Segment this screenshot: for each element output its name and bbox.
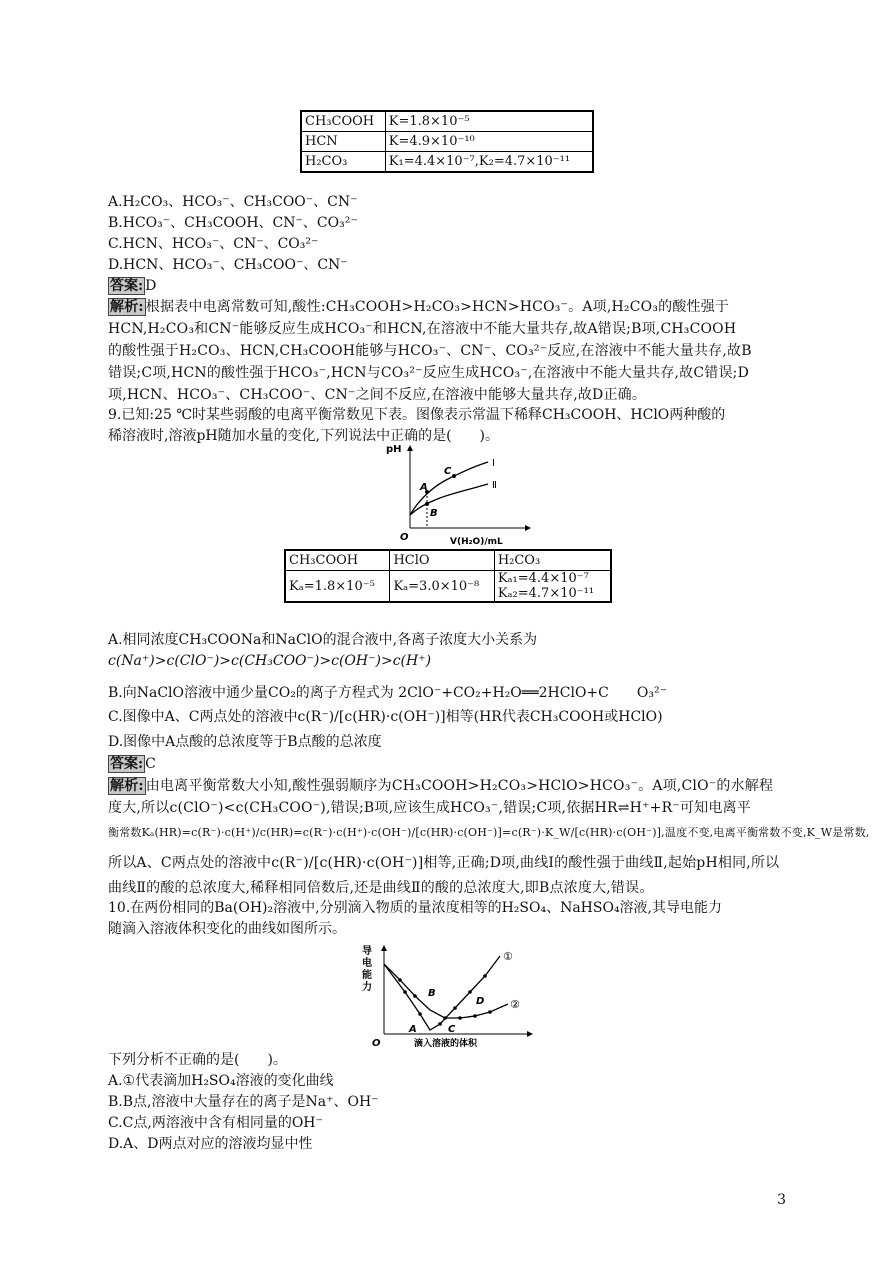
q10-option-b: B.B点,溶液中大量存在的离子是Na⁺、OH⁻ [108,1094,379,1110]
q8-analysis-line [108,297,729,317]
y-label: pH [386,444,402,455]
label-curve-1: ① [503,950,513,963]
y-label-1: 导 [362,946,372,957]
label-curve-2: ② [510,998,520,1011]
y-label-4: 力 [362,982,372,993]
table1-cell: K₁=4.4×10⁻⁷,K₂=4.7×10⁻¹¹ [385,152,593,173]
q8-option-b: B.HCO₃⁻、CH₃COOH、CN⁻、CO₃²⁻ [108,215,358,231]
q9-analysis-text: 所以A、C两点处的溶液中c(R⁻)/[c(HR)·c(OH⁻)]相等,正确;D项,曲线Ⅰ的酸性强于曲线Ⅱ,起始pH相同,所以 [108,855,780,871]
table2-cell: Kₐ=3.0×10⁻⁸ [390,571,494,603]
table2-cell: HClO [390,550,494,571]
table1-cell: CH₃COOH [301,111,385,132]
label-a: A [409,1024,417,1035]
q8-option-d: D.HCN、HCO₃⁻、CH₃COO⁻、CN⁻ [108,257,348,273]
q8-answer-line [108,276,156,296]
y-label-3: 能 [362,970,372,981]
q10-option-c: C.C点,两溶液中含有相同量的OH⁻ [108,1115,323,1131]
q10-option-a: A.①代表滴加H₂SO₄溶液的变化曲线 [108,1073,334,1089]
point-c [452,474,456,478]
q9-option-b: B.向NaClO溶液中通少量CO₂的离子方程式为 2ClO⁻+CO₂+H₂O══2HClO+C O₃²⁻ [108,685,667,701]
q10-stem: 10.在两份相同的Ba(OH)₂溶液中,分别滴入物质的量浓度相等的H₂SO₄、NaHSO₄溶液,其导电能力 [108,900,723,916]
q9-analysis-text: 度大,所以c(ClO⁻)<c(CH₃COO⁻),错误;B项,应该生成HCO₃⁻,错误;C项,依据HR⇌H⁺+R⁻可知电离平 [108,800,751,816]
label-c: C [444,466,452,477]
x-label: 滴入溶液的体积 [414,1039,478,1049]
q9-answer-line [108,754,156,774]
q10-prompt: 下列分析不正确的是( )。 [108,1052,287,1068]
x-label: V(H₂O)/mL [450,537,503,547]
analysis-tag: 解析: [110,299,144,315]
q9-stem: 9.已知:25 ℃时某些弱酸的电离平衡常数见下表。图像表示常温下稀释CH₃COOH、HClO两种酸的 [108,407,726,423]
table1-cell: K=4.9×10⁻¹⁰ [385,132,593,152]
q9-option-a: A.相同浓度CH₃COONa和NaClO的混合液中,各离子浓度大小关系为 [108,632,538,648]
label-curve-i: Ⅰ [492,458,495,469]
ka1-value: Kₐ₁=4.4×10⁻⁷ [497,571,589,586]
label-a: A [420,482,428,493]
origin-label: O [400,532,409,543]
analysis-tag: 解析: [110,778,144,794]
point-b [425,502,429,506]
ka2-value: Kₐ₂=4.7×10⁻¹¹ [497,586,595,601]
table1-cell: K=1.8×10⁻⁵ [385,111,593,132]
q10-conductivity-graph [360,942,540,1050]
page-number: 3 [777,1192,786,1208]
q9-option-a-cont: c(Na⁺)>c(ClO⁻)>c(CH₃COO⁻)>c(OH⁻)>c(H⁺) [108,653,432,669]
q9-analysis-text: 衡常数Kₐ(HR)=c(R⁻)·c(H⁺)/c(HR)=c(R⁻)·c(H⁺)·c(OH⁻)/[c(HR)·c(OH⁻)]=c(R⁻)·K_W/[c(HR)·c(OH⁻)],温度不变,电离平衡常数不变,K_W是常数, [108,826,870,839]
q9-analysis-text: 由电离平衡常数大小知,酸性强弱顺序为CH₃COOH>H₂CO₃>HClO>HCO₃⁻。A项,ClO⁻的水解程 [145,778,774,794]
origin-label: O [372,1038,381,1049]
q10-option-d: D.A、D两点对应的溶液均显中性 [108,1136,313,1152]
curve-2 [384,964,508,1018]
q8-answer: D [145,278,157,294]
q8-analysis-text: 的酸性强于H₂CO₃、HCN,CH₃COOH能够与HCO₃⁻、CN⁻、CO₃²⁻反应,在溶液中不能大量共存,故B [108,343,752,359]
label-b: B [428,988,436,999]
answer-tag: 答案: [110,278,144,294]
answer-tag: 答案: [110,756,144,772]
ionization-table-2 [284,549,612,603]
table2-cell: Kₐ=1.8×10⁻⁵ [285,571,390,603]
q8-analysis-text: 项,HCN、HCO₃⁻、CH₃COO⁻、CN⁻之间不反应,在溶液中能够大量共存,故D正确。 [108,387,647,403]
q9-option-c: C.图像中A、C两点处的溶液中c(R⁻)/[c(HR)·c(OH⁻)]相等(HR代表CH₃COOH或HClO) [108,709,663,725]
ionization-table-1 [300,110,594,173]
table1-cell: HCN [301,132,385,152]
table2-cell: H₂CO₃ [494,550,611,571]
q8-option-c: C.HCN、HCO₃⁻、CN⁻、CO₃²⁻ [108,236,319,252]
table2-cell: CH₃COOH [285,550,390,571]
q9-analysis-line [108,776,773,796]
q9-ph-graph [380,440,540,548]
q9-stem: 稀溶液时,溶液pH随加水量的变化,下列说法中正确的是( )。 [108,428,499,444]
label-d: D [476,996,485,1007]
q9-option-d: D.图像中A点酸的总浓度等于B点酸的总浓度 [108,734,382,750]
y-label-2: 电 [362,958,372,969]
q8-option-a: A.H₂CO₃、HCO₃⁻、CH₃COO⁻、CN⁻ [108,194,358,210]
q8-analysis-text: HCN,H₂CO₃和CN⁻能够反应生成HCO₃⁻和HCN,在溶液中不能大量共存,故A错误;B项,CH₃COOH [108,321,737,337]
label-b: B [430,508,438,519]
table1-cell: H₂CO₃ [301,152,385,173]
curve-1 [384,956,500,1030]
label-curve-ii: Ⅱ [492,480,497,491]
q9-analysis-text: 曲线Ⅱ的酸的总浓度大,稀释相同倍数后,还是曲线Ⅱ的酸的总浓度大,即B点浓度大,错误。 [108,880,654,896]
q8-analysis-text: 根据表中电离常数可知,酸性:CH₃COOH>H₂CO₃>HCN>HCO₃⁻。A项,H₂CO₃的酸性强于 [145,299,730,315]
q9-answer: C [145,756,156,772]
q8-analysis-text: 错误;C项,HCN的酸性强于HCO₃⁻,HCN与CO₃²⁻反应生成HCO₃⁻,在溶液中不能大量共存,故C错误;D [108,365,750,381]
table2-cell-h2co3 [494,571,611,603]
label-c: C [448,1024,456,1035]
q10-stem: 随滴入溶液体积变化的曲线如图所示。 [108,921,346,937]
